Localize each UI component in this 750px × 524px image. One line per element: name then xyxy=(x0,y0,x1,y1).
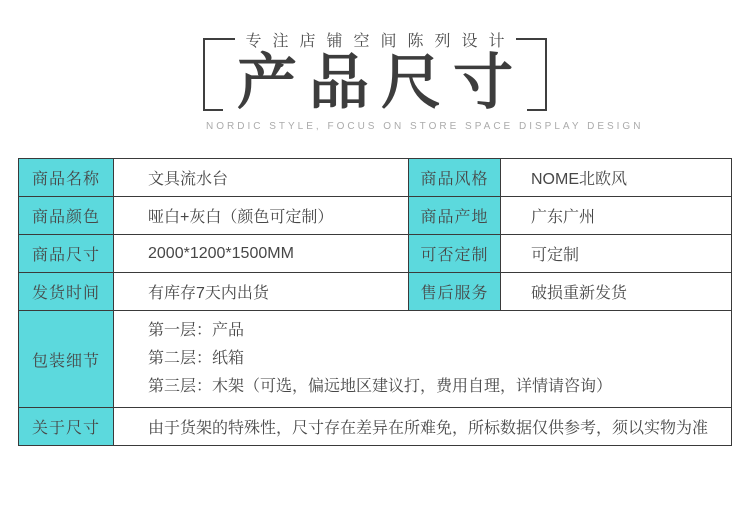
title-bracket-left xyxy=(203,39,223,111)
value-product-name: 文具流水台 xyxy=(114,159,409,197)
table-row xyxy=(19,273,732,311)
value-product-origin: 广东广州 xyxy=(501,197,732,235)
label-product-color: 商品颜色 xyxy=(19,197,114,235)
label-product-style: 商品风格 xyxy=(409,159,501,197)
label-customizable: 可否定制 xyxy=(409,235,501,273)
value-product-color: 哑白+灰白（颜色可定制） xyxy=(114,197,409,235)
value-shipping-time: 有库存7天内出货 xyxy=(114,273,409,311)
page-header xyxy=(203,30,644,132)
label-after-sales: 售后服务 xyxy=(409,273,501,311)
table-row-size-note xyxy=(19,408,732,446)
table-row xyxy=(19,159,732,197)
value-after-sales: 破损重新发货 xyxy=(501,273,732,311)
label-about-size: 关于尺寸 xyxy=(19,408,114,446)
label-packaging-details: 包装细节 xyxy=(19,311,114,408)
title-bracket-right xyxy=(527,39,547,111)
label-product-size: 商品尺寸 xyxy=(19,235,114,273)
page-title: 产品尺寸 xyxy=(237,49,525,116)
value-product-size: 2000*1200*1500MM xyxy=(114,235,409,273)
packaging-line-2: 第二层：纸箱 xyxy=(148,350,245,367)
value-packaging-details xyxy=(114,311,732,408)
table-row xyxy=(19,197,732,235)
label-product-name: 商品名称 xyxy=(19,159,114,197)
table-row xyxy=(19,235,732,273)
packaging-line-1: 第一层：产品 xyxy=(148,322,245,339)
value-product-style: NOME北欧风 xyxy=(501,159,732,197)
label-product-origin: 商品产地 xyxy=(409,197,501,235)
label-shipping-time: 发货时间 xyxy=(19,273,114,311)
page-subtitle: NORDIC STYLE, FOCUS ON STORE SPACE DISPLAY DESIGN xyxy=(206,121,644,132)
tagline-row xyxy=(203,30,547,48)
packaging-line-3: 第三层：木架（可选，偏远地区建议打，费用自理，详情请咨询） xyxy=(148,378,613,395)
value-customizable: 可定制 xyxy=(501,235,732,273)
product-spec-table xyxy=(18,158,732,446)
tagline-text: 专注店铺空间陈列设计 xyxy=(245,32,516,50)
value-about-size: 由于货架的特殊性，尺寸存在差异在所难免，所标数据仅供参考，须以实物为准 xyxy=(114,408,732,446)
table-row-packaging xyxy=(19,311,732,408)
